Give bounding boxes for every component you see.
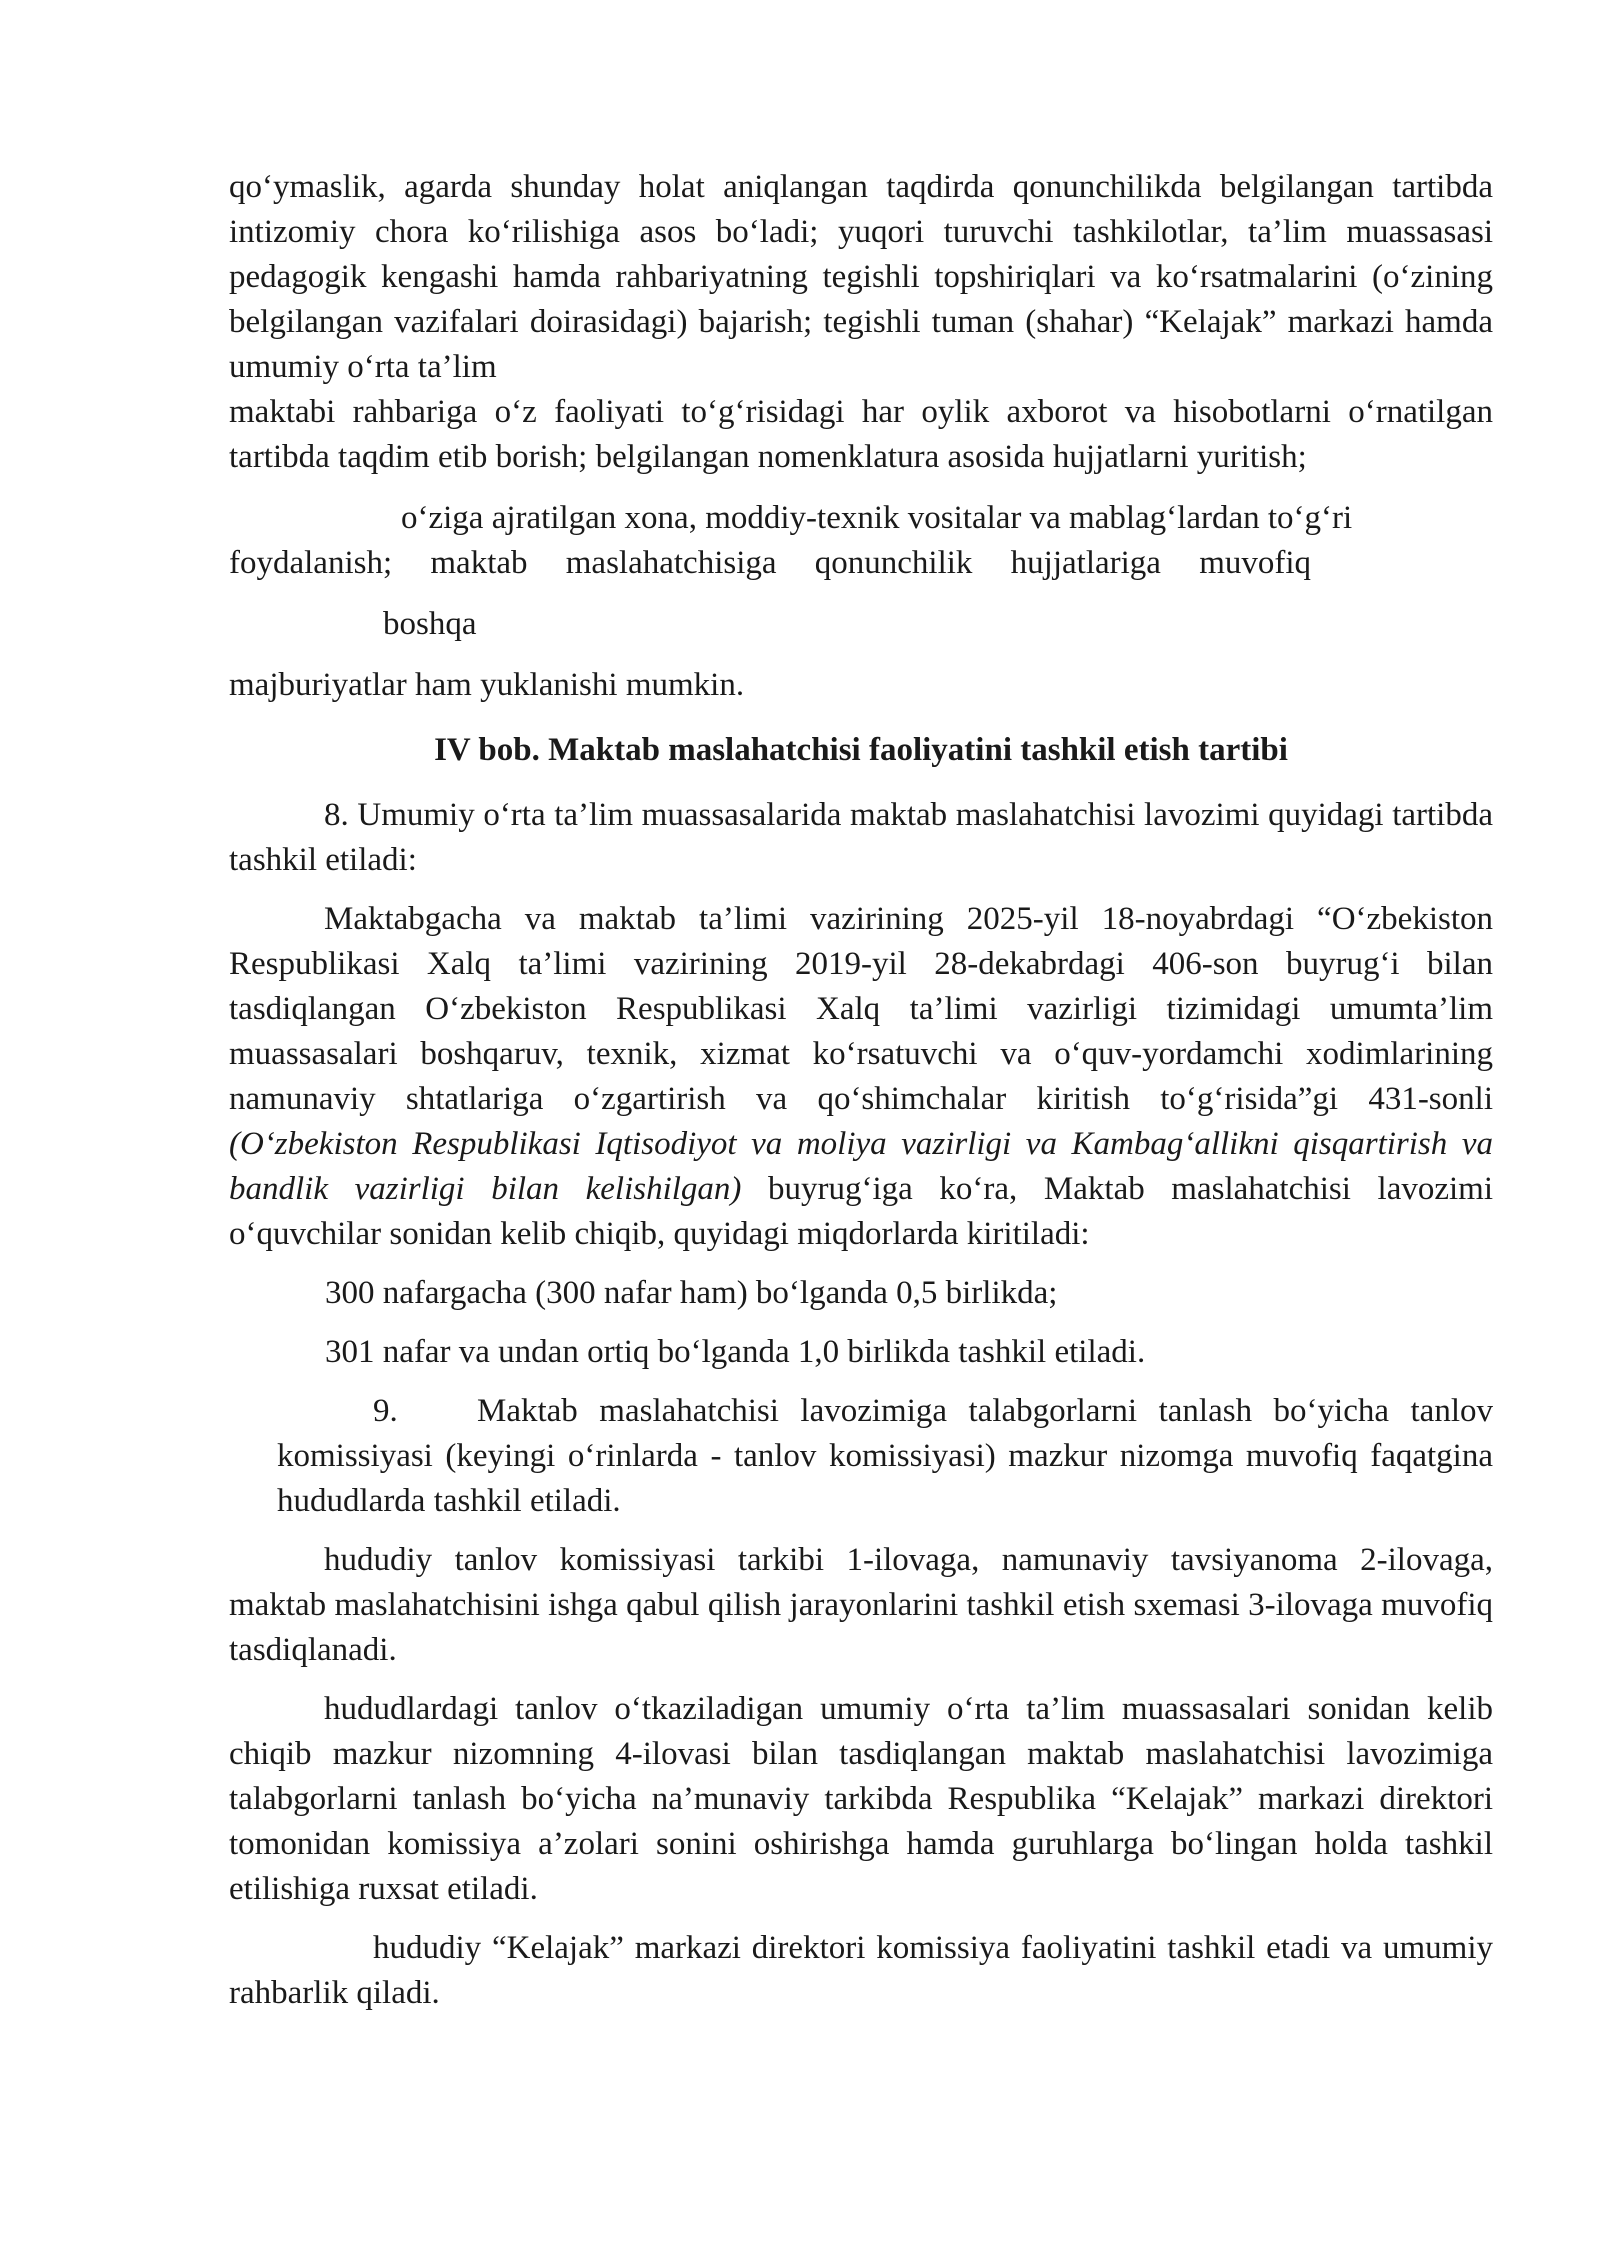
chapter-heading: IV bob. Maktab maslahatchisi faoliyatini tashkil etish tartibi [434, 732, 1288, 768]
paragraph-ministry-order [229, 897, 1493, 1257]
paragraph-duties-continued: qo‘ymaslik, agarda shunday holat aniqlangan taqdirda qonunchilikda belgilangan tartibda intizomiy chora ko‘rilishiga asos bo‘ladi; yuqori turuvchi tashkilotlar, ta’lim muassasasi pedagogik kengashi hamda rahbariyatning tegishli topshiriqlari va ko‘rsatmalarini (o‘zining belgilangan vazifalari doirasidagi) bajarish; tegishli tuman (shahar) “Kelajak” markazi hamda umumiy o‘rta ta’lim [229, 169, 1493, 385]
paragraph-resources-line4: majburiyatlar ham yuklanishi mumkin. [229, 667, 745, 703]
ministry-order-italic-note: (O‘zbekiston Respublikasi Iqtisodiyot va moliya vazirligi va Kambag‘allikni qisqartirish va bandlik vazirligi bilan kelishilgan) [229, 1126, 1493, 1207]
document-body [229, 165, 1493, 2016]
paragraph-clause-9 [229, 1389, 1493, 1524]
paragraph-director-role: hududiy “Kelajak” markazi direktori komissiya faoliyatini tashkil etadi va umumiy rahbarlik qiladi. [229, 1930, 1493, 2011]
paragraph-resources-line3: boshqa [383, 606, 477, 642]
clause-9-text: Maktab maslahatchisi lavozimiga talabgorlarni tanlash bo‘yicha tanlov komissiyasi (keyingi o‘rinlarda - tanlov komissiyasi) mazkur nizomga muvofiq faqatgina hududlarda tashkil etiladi. [277, 1393, 1493, 1519]
list-item-rate-300: 300 nafargacha (300 nafar ham) bo‘lganda 0,5 birlikda; [325, 1275, 1058, 1311]
paragraph-commission-members: hududlardagi tanlov o‘tkaziladigan umumiy o‘rta ta’lim muassasalari sonidan kelib chiqib mazkur nizomning 4-ilovasi bilan tasdiqlangan maktab maslahatchisi lavozimiga talabgorlarni tanlash bo‘yicha na’munaviy tarkibda Respublika “Kelajak” markazi direktori tomonidan komissiya a’zolari sonini oshirishga hamda guruhlarga bo‘lingan holda tashkil etilishiga ruxsat etiladi. [229, 1691, 1493, 1907]
ministry-order-text-end: buyrug‘iga ko‘ra, Maktab maslahatchisi lavozimi o‘quvchilar sonidan kelib chiqib, quyidagi miqdorlarda kiritiladi: [229, 1171, 1493, 1252]
list-item-rate-301: 301 nafar va undan ortiq bo‘lganda 1,0 birlikda tashkil etiladi. [325, 1334, 1146, 1370]
paragraph-reporting-duties: maktabi rahbariga o‘z faoliyati to‘g‘risidagi har oylik axborot va hisobotlarni o‘rnatilgan tartibda taqdim etib borish; belgilangan nomenklatura asosida hujjatlarni yuritish; [229, 394, 1493, 475]
clause-9-number: 9. [373, 1393, 398, 1429]
paragraph-resources-line1: o‘ziga ajratilgan xona, moddiy-texnik vositalar va mablag‘lardan to‘g‘ri [401, 500, 1353, 536]
paragraph-resources-line2-text: foydalanish; maktab maslahatchisiga qonunchilik hujjatlariga muvofiq [229, 545, 1312, 581]
paragraph-resources-line2 [229, 541, 1493, 586]
ministry-order-text: Maktabgacha va maktab ta’limi vazirining 2025-yil 18-noyabrdagi “O‘zbekiston Respublikasi Xalq ta’limi vazirining 2019-yil 28-dekabrdagi 406-son buyrug‘i bilan tasdiqlangan O‘zbekiston Respublikasi Xalq ta’limi vazirligi tizimidagi umumta’lim muassasalari boshqaruv, texnik, xizmat ko‘rsatuvchi va o‘quv-yordamchi xodimlarining namunaviy shtatlariga o‘zgartirish va qo‘shimchalar kiritish to‘g‘risida”gi 431-sonli [229, 901, 1493, 1117]
paragraph-commission-composition: hududiy tanlov komissiyasi tarkibi 1-ilovaga, namunaviy tavsiyanoma 2-ilovaga, maktab maslahatchisini ishga qabul qilish jarayonlarini tashkil etish sxemasi 3-ilovaga muvofiq tasdiqlanadi. [229, 1542, 1493, 1668]
paragraph-clause-8: 8. Umumiy o‘rta ta’lim muassasalarida maktab maslahatchisi lavozimi quyidagi tartibda tashkil etiladi: [229, 797, 1493, 878]
